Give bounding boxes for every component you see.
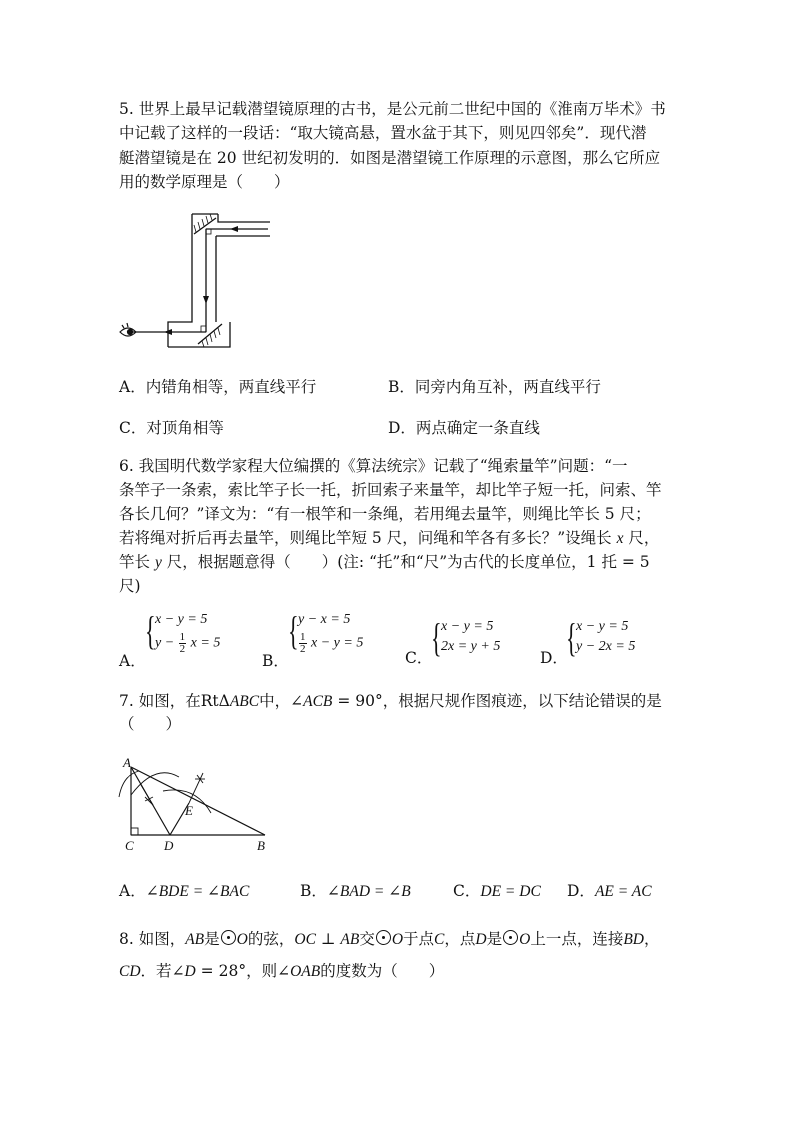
- circle-dot-icon: [376, 930, 391, 945]
- eye-icon: [120, 323, 136, 336]
- q6-line-5: [119, 551, 650, 574]
- q7-delta: Δ: [218, 692, 230, 710]
- q6-a-eq2-post: x = 5: [190, 635, 221, 651]
- q6-line-4-text: 若将绳对折后再去量竿，则绳比竿短 5 尺，问绳和竿各有多长？”设绳长: [119, 529, 612, 547]
- triangle-construction-figure: [115, 755, 285, 855]
- q7-abc: ABC: [229, 693, 260, 710]
- label-e: E: [185, 803, 193, 818]
- label-c: C: [125, 838, 134, 853]
- q7-c-text: DE = DC: [480, 883, 541, 900]
- q6-line-1: 6. 我国明代数学家程大位编撰的《算法统宗》记载了“绳索量竿”问题：“一: [119, 457, 628, 475]
- brace-symbol: {: [145, 608, 156, 653]
- frac-num: 1: [300, 631, 306, 643]
- q8-t6: ，点: [444, 930, 476, 948]
- q8-cd: CD: [119, 963, 141, 980]
- frac-den: 2: [179, 643, 186, 655]
- q5-option-c[interactable]: C．对顶角相等: [119, 419, 224, 437]
- brace-symbol: {: [566, 615, 577, 660]
- q7-d-label: D．: [567, 882, 595, 900]
- q6-var-y: y: [154, 554, 162, 571]
- frac-den: 2: [300, 643, 306, 655]
- brace-symbol: {: [431, 615, 442, 660]
- q7-a-text: ∠BDE = ∠BAC: [145, 883, 250, 900]
- q8-c: C: [434, 931, 445, 948]
- q8-t11: ，则: [246, 962, 278, 980]
- q6-line-5-text: 尺，根据题意得（ ）(注: “托”和“尺”为古代的长度单位，1 托 = 5: [166, 553, 650, 571]
- label-a: A: [123, 755, 131, 770]
- q8-o3: O: [519, 931, 531, 948]
- circle-dot-icon: [221, 930, 236, 945]
- q6-line-2: 条竿子一条索，索比竿子长一托，折回索子来量竿，却比竿子短一托，问索、竿: [119, 481, 662, 499]
- q6-c-eq2: 2x = y + 5: [441, 639, 501, 654]
- q7-acb: ACB: [303, 693, 333, 710]
- q8-angoab: ∠OAB: [277, 963, 321, 980]
- q8-t10: ．若: [140, 962, 172, 980]
- q8-eq: = 28°: [195, 962, 247, 980]
- q7-mid: 中，: [259, 692, 291, 710]
- q7-line-1: [119, 690, 662, 713]
- angle-symbol: ∠: [290, 692, 304, 710]
- q8-t7: 是: [486, 930, 503, 948]
- q6-option-b-label: B．: [262, 652, 289, 670]
- q5-line-2: 中记载了这样的一段话：“取大镜高悬，置水盆于其下，则见四邻矣”．现代潜: [119, 124, 647, 142]
- q7-eq: = 90°: [332, 692, 383, 710]
- q7-text-pre: 7. 如图，在: [119, 692, 201, 710]
- q6-line-4-tail: 尺，: [628, 529, 660, 547]
- q8-o1: O: [236, 931, 248, 948]
- q8-perp: ⊥: [315, 930, 341, 948]
- q8-angd: ∠D: [171, 963, 196, 980]
- q7-b-label: B．: [300, 882, 327, 900]
- q6-d-eq2: y − 2x = 5: [576, 639, 636, 654]
- q6-var-x: x: [616, 530, 624, 547]
- q8-t12: 的度数为（ ）: [320, 962, 445, 980]
- periscope-figure: [118, 212, 278, 357]
- q5-option-b[interactable]: B．同旁内角互补，两直线平行: [388, 378, 601, 396]
- q7-d-text: AE = AC: [594, 883, 652, 900]
- q6-line-3: 各长几何？”译文为：“有一根竿和一条绳，若用绳去量竿，则绳比竿长 5 尺；: [119, 505, 651, 523]
- q8-t1: 8. 如图，: [119, 930, 186, 948]
- q8-ab: AB: [185, 931, 205, 948]
- q6-a-eq2-pre: y −: [155, 635, 175, 651]
- q5-option-d[interactable]: D．两点确定一条直线: [388, 419, 540, 437]
- q6-line-5-head: 竿长: [119, 553, 151, 571]
- q7-text-post: ，根据尺规作图痕迹，以下结论错误的是: [382, 692, 662, 710]
- q6-option-a-label: A．: [119, 652, 146, 670]
- q6-b-eq2: [298, 632, 363, 655]
- q6-option-d-label: D．: [540, 649, 568, 667]
- q8-bd: BD: [623, 931, 645, 948]
- q8-line-2: [119, 960, 444, 983]
- circle-dot-icon: [503, 930, 518, 945]
- fraction: [299, 632, 307, 655]
- frac-num: 1: [179, 631, 186, 643]
- q5-line-1: 5. 世界上最早记载潜望镜原理的古书，是公元前二世纪中国的《淮南万毕术》书: [119, 100, 666, 118]
- q7-option-a[interactable]: [119, 880, 249, 903]
- q8-t3: 的弦，: [247, 930, 295, 948]
- q8-t9: ，: [644, 930, 660, 948]
- q7-a-label: A．: [119, 882, 146, 900]
- q7-c-label: C．: [453, 882, 481, 900]
- q6-b-eq2-post: x − y = 5: [311, 635, 364, 651]
- q8-t5: 于点: [403, 930, 435, 948]
- q8-t2: 是: [204, 930, 220, 948]
- q8-t8: 上一点，连接: [530, 930, 624, 948]
- q7-rt: Rt: [200, 692, 219, 710]
- q7-option-b[interactable]: [300, 880, 411, 903]
- q5-line-3: 艇潜望镜是在 20 世纪初发明的．如图是潜望镜工作原理的示意图，那么它所应: [119, 149, 661, 167]
- q6-a-eq1: x − y = 5: [155, 612, 208, 627]
- q6-line-4: [119, 527, 659, 550]
- q7-option-c[interactable]: [453, 880, 541, 903]
- q6-a-eq2: [155, 632, 220, 655]
- q7-line-2: （ ）: [119, 715, 182, 733]
- q8-line-1: [119, 928, 660, 951]
- q7-option-d[interactable]: [567, 880, 652, 903]
- q8-ab2: AB: [340, 931, 360, 948]
- q8-o2: O: [391, 931, 404, 948]
- q8-oc: OC: [294, 931, 316, 948]
- label-d: D: [164, 838, 174, 853]
- q8-d: D: [475, 931, 487, 948]
- q5-line-4: 用的数学原理是（ ）: [119, 173, 290, 191]
- q6-option-c-label: C．: [405, 649, 433, 667]
- q6-c-eq1: x − y = 5: [441, 619, 494, 634]
- q6-line-6: 尺): [119, 577, 141, 595]
- q6-b-eq1: y − x = 5: [298, 612, 351, 627]
- q5-option-a[interactable]: A．内错角相等，两直线平行: [119, 378, 317, 396]
- fraction: [179, 632, 187, 655]
- label-b: B: [257, 838, 265, 853]
- q7-b-text: ∠BAD = ∠B: [326, 883, 411, 900]
- q8-t4: 交: [359, 930, 375, 948]
- q6-d-eq1: x − y = 5: [576, 619, 629, 634]
- brace-symbol: {: [288, 608, 299, 653]
